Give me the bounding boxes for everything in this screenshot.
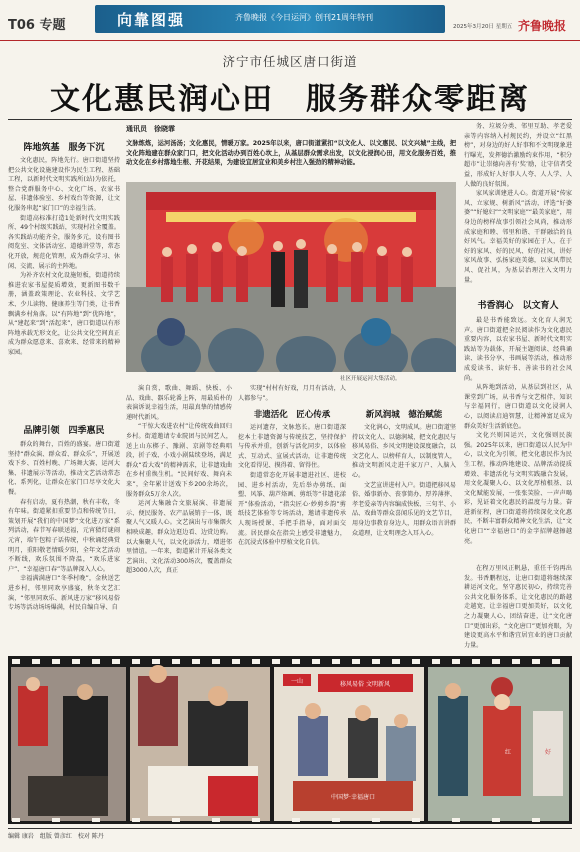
section-body-1: 文化惠民，阵地先行。唐口街道坚持把公共文化设施建设作为民生工程、基础工程，以新时代文明实践所(站)为依托，整合党群服务中心、文化广场、农家书屋、非遗体验室、乡村戏台等资源，让文化服务串起“家门口”的幸福生活。 街道高标准打造1处新时代文明实践所、49个村级实践站，实现村社全覆盖。各实践站功能齐全，服务多元，设有图书阅览室、文体活动室、道德讲堂等，常态化开放，规范化管理，成为群众学习、休闲、交流、展示的主阵地。 为补齐农村文化设施短板，街道持续推进农家书屋提质增效，更新图书数千册，涵盖政策理论、农业科技、文学艺术、少儿读物、健康养生等门类，让书香飘满乡村角落。以“有阵地”到“优阵地”，从“建起来”到“活起来”，唐口街道以有形阵地承载无形文化，让公共文化空间真正成为群众愿意来、喜欢来、经常来的精神家园。	[8, 157, 120, 356]
newspaper-logo: 齐鲁晚报	[518, 19, 567, 33]
editor-credits: 编辑 康岩 组版 曾彦红 校对 陈丹	[8, 833, 104, 840]
banner-title: 向靠图强	[117, 11, 186, 29]
issue-date: 2025年3月20日 星期五	[453, 24, 513, 30]
photo-stage-performance	[126, 182, 456, 372]
byline: 通讯员 徐晓霏	[126, 125, 175, 133]
special-issue-banner	[95, 5, 445, 33]
photo-sign-4: 红	[504, 749, 512, 756]
section-heading-3: 非遗活化 匠心传承	[253, 410, 331, 420]
section-body-4: 文化润心，文明成风。唐口街道坚持以文化人、以德润城，把文化惠民与移风易俗、乡风文明建设深度融合，以文艺化人、以榜样育人，以制度管人，推动文明新风走进千家万户、入脑入心。 文艺宣讲进村入户。街道把移风易俗、婚事新办、丧事简办、厚养薄葬、孝老爱亲等内容编成快板、三句半、小品、戏曲等群众喜闻乐见的文艺节目，用身边事教育身边人，用群众语言讲群众道理，让文明理念入耳入心。	[352, 424, 456, 537]
section-heading-1: 阵地筑基 服务下沉	[23, 143, 105, 153]
section-heading-2: 品牌引领 四季惠民	[23, 426, 105, 436]
footer-divider	[8, 828, 572, 829]
photo-sign-2: 移风易俗 文明新风	[340, 681, 390, 688]
section-body-2: 群众的舞台，百姓的盛宴。唐口街道坚持“群众演、群众看、群众乐”，开展送戏下乡、百姓村晚、广场舞大赛、运河大集、非遗展示等活动，推动文艺活动常态化、系列化，让群众在家门口尽享文化大餐。 春有启动，夏有热潮，秋有丰收，冬有年味。街道紧扣重要节点和传统节日，策划开展“我们的中国梦”文化进万家“系列活动，春节写春联送福，元宵猜灯谜闹元宵，端午包粽子话传统，中秋诵经典赏明月，重阳敬老情暖夕阳，全年文艺活动不断线，欢乐氛围不降温，“欢乐进家户”、“幸福唐口春”等品牌深入人心。 幸福满满唐口“冬季村晚”，金秋送艺进乡村，邻里同欢享盛宴，秋冬文艺汇演，“邻里同欢乐、新风进万家”移风易俗专场等活动场场爆满，村民自编自导、自	[8, 441, 120, 612]
section-body-2-end: 实现“村村有好戏，月月有活动，人人都参与”。	[238, 385, 346, 402]
photo-sign-1: 一山	[290, 678, 304, 685]
divider	[8, 119, 572, 120]
article-subtitle: 济宁市任城区唐口街道	[222, 54, 358, 69]
section-body-2-cont: 演自赏，歌曲、舞蹈、快板、小品、戏曲、器乐轮番上阵，用最质朴的表演诉说幸福生活，用最真挚的情感传递时代新风。 “干惊大戏进农村”让传统戏曲回归乡村。街道邀请专业院团与民间艺人，送上山东梆子、豫剧、京剧等经典唱段，折子戏、小戏小剧陆续登场，满足群众“看大戏”的精神需求，让非遗戏曲在乡村重焕生机。“民间好戏、舞向未来”，全年累计送戏下乡200余场次，服务群众5万余人次。 运河大集融合文旅展演、非遗展示、便民服务、农产品展销于一体，既聚人气又暖人心。文艺演出与市集烟火相映成趣，群众边逛边看、边赏边购。以大集聚人气，以文化添活力，增进邻里情谊。一年来，街道累计开展各类文艺演出、文化活动300场次，覆盖群众超3000人次，真正	[126, 385, 232, 575]
photo-caption: 社区开展运河大集活动。	[340, 376, 401, 382]
closing-paragraph: 在程万里风正帆悬，重任千钧再出发。书香鹏程远，让唐口街道将继续深耕运河文化，坚守惠民初心，持续完善公共文化服务体系，让文化惠民的路越走越宽，让幸福唐口更加美好，以文化之力凝聚人心、团结奋进，让“文化唐口”更加出彩，“文化唐口”更加亮眼，为建设更高水平和谐宜居宜业的唐口贡献力量。	[464, 565, 572, 648]
section-body-5: 最是书香能致远。文化育人润无声。唐口街道把全民阅读作为文化惠民重要内容，以农家书屋、新时代文明实践站等为载体，开展主题阅读、经典诵读、读书分享、书画展等活动，推动形成爱读书、读好书、善读书的社会风尚。 从阵地到活动，从基层到社区，从课堂到广场，从书香与文艺相伴，知识与幸福同行，唐口街道以文化浸润人心，以阅读启迪智慧，让精神富足成为群众美好生活新底色。 文化兴则国运兴，文化强则民族强。2025年以来，唐口街道以人民为中心，以文化为引领，把文化惠民作为民生工程，推动阵地建设、品牌活动提质增效、非遗活化与文明实践融合发展，用文化凝聚人心、以文化厚植根基、以文化赋能发展，一张张笑脸、一声声喝彩，见证着文化惠民的温度与力量。奋进新征程，唐口街道将持续深化文化惠民，不断丰富群众精神文化生活，让“文化唐口”“幸福唐口”的金字招牌越擦越亮。	[464, 317, 572, 545]
photo-sign-3: 中国梦·幸福唐口	[331, 794, 375, 801]
section-label: T06 专题	[8, 18, 66, 33]
lead-paragraph: 文脉炼炼，运河汤汤；文化惠民，情暖万家。2025年以来，唐口街道紧扣“以文化人、以文惠民、以文兴城”主线，把文化阵地建在群众家门口，把文化活动办到百姓心坎上，从基层群众需求出发，以文化浸润心田，用文化服务百姓，推动文化在乡村落地生根、开花结果，为建设宜居宜业和美乡村注入强劲的精神动能。	[126, 140, 456, 167]
banner-subtitle: 齐鲁晚报《今日运河》创刊21周年特刊	[235, 13, 374, 22]
section-body-3: 运河遗存，文脉悠长。唐口街道深挖本土非遗资源与传统技艺，坚持保护与传承并重，创新与活化同步，以体验式、互动式、宣展式活动，让非遗传统文化看得见、摸得着、留得住。 街道常态化开展非遗进社区、进校园、进乡村活动，先后举办剪纸、面塑、风筝、葫芦烙画、剪纸等“非遗花漾开”体验活动，“指尖匠心·妙剪乡韵”剪纸技艺体验等专场活动，邀请非遗传承人现场授课、手把手指导，面对面交流。居民群众在指尖上感受非遗魅力，在沉浸式体验中厚植文化自信。	[238, 424, 346, 547]
section-body-4-cont: 务、垃圾分类、邻里互助、孝老爱亲等内容纳入村规民约，并设立“红黑榜”，对身边的好人好事和不文明现象进行曝光，发挥德治激励约束作用，“积分超市”让崇德向善有‘奖’励，让守信者受益，形成好人好事人人夸、人人学、人人做的良好氛围。 家风家训建进人心。街道开展“传家风、立家规、树新风”活动，评选“好婆婆”“好媳妇”“文明家庭”“最美家庭”，用身边的榜样故事引领社会风尚，推动形成家庭和睦、邻里和谐、干群融洽的良好风气。幸福美好的家园在于人，在于好的家风、好的民风、好的社风，讲好家风故事、弘扬家庭美德，以家风带民风、促社风，为基层治理注入文明力量。	[464, 123, 572, 284]
section-heading-5: 书香润心 以文育人	[477, 301, 559, 311]
section-heading-4: 新风润城 德治赋能	[365, 410, 443, 420]
photo-sign-5: 好	[544, 749, 552, 756]
article-title: 文化惠民润心田 服务群众零距离	[50, 82, 530, 117]
photo-collage	[8, 656, 572, 824]
